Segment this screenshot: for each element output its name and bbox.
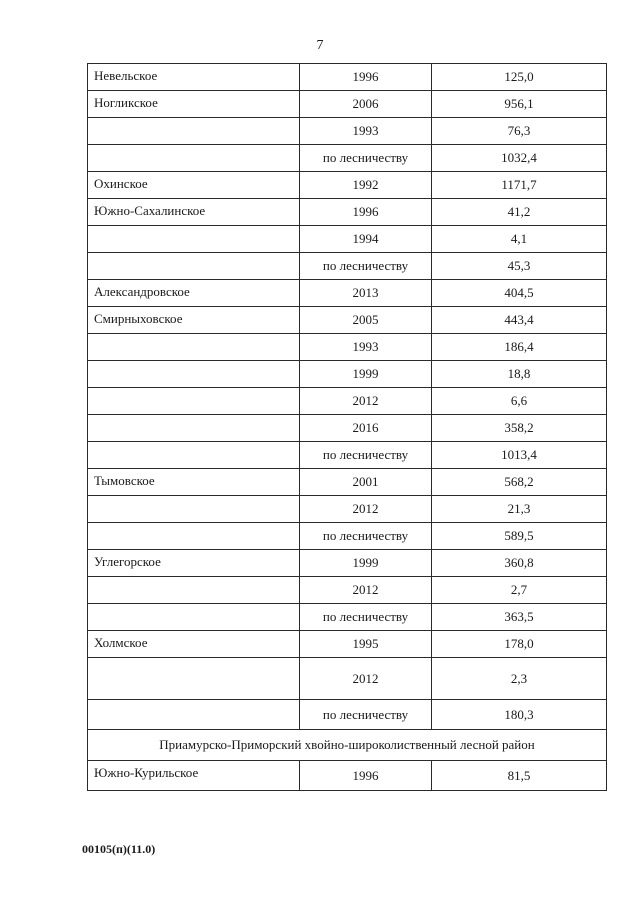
- table-row: [88, 64, 607, 91]
- area-cell: 81,5: [432, 761, 607, 791]
- table-row: [88, 91, 607, 118]
- forestry-name-cell: Смирныховское: [88, 307, 300, 334]
- area-cell: 125,0: [432, 64, 607, 91]
- table-row: [88, 334, 607, 361]
- table-row: [88, 469, 607, 496]
- forestry-name-cell: [88, 700, 300, 730]
- year-cell: 1993: [300, 334, 432, 361]
- year-cell: по лесничеству: [300, 604, 432, 631]
- year-cell: 1996: [300, 64, 432, 91]
- region-header: Приамурско-Приморский хвойно-широколиственный лесной район: [88, 730, 607, 761]
- table-body-region: [88, 730, 607, 761]
- forestry-name-cell: Невельское: [88, 64, 300, 91]
- area-cell: 1032,4: [432, 145, 607, 172]
- area-cell: 443,4: [432, 307, 607, 334]
- table-row: [88, 307, 607, 334]
- footer-document-code: 00105(п)(11.0): [82, 842, 156, 856]
- table-row: [88, 550, 607, 577]
- forestry-name-cell: [88, 334, 300, 361]
- table-row: [88, 172, 607, 199]
- table-row: [88, 280, 607, 307]
- forestry-name-cell: [88, 442, 300, 469]
- area-cell: 568,2: [432, 469, 607, 496]
- forestry-name-cell: Углегорское: [88, 550, 300, 577]
- table-row: [88, 361, 607, 388]
- year-cell: по лесничеству: [300, 253, 432, 280]
- year-cell: 1999: [300, 550, 432, 577]
- year-cell: 1994: [300, 226, 432, 253]
- year-cell: 1996: [300, 199, 432, 226]
- table-row: [88, 226, 607, 253]
- table-row: [88, 199, 607, 226]
- area-cell: 4,1: [432, 226, 607, 253]
- forestry-name-cell: Александровское: [88, 280, 300, 307]
- table-row: [88, 631, 607, 658]
- area-cell: 18,8: [432, 361, 607, 388]
- area-cell: 363,5: [432, 604, 607, 631]
- area-cell: 1171,7: [432, 172, 607, 199]
- table-row: [88, 388, 607, 415]
- forestry-name-cell: [88, 415, 300, 442]
- area-cell: 6,6: [432, 388, 607, 415]
- table-row: [88, 145, 607, 172]
- area-cell: 2,3: [432, 658, 607, 700]
- forestry-name-cell: Южно-Курильское: [88, 761, 300, 791]
- year-cell: 1992: [300, 172, 432, 199]
- table-row: [88, 253, 607, 280]
- forestry-name-cell: [88, 604, 300, 631]
- forestry-name-cell: Тымовское: [88, 469, 300, 496]
- forestry-name-cell: [88, 118, 300, 145]
- area-cell: 41,2: [432, 199, 607, 226]
- year-cell: 2013: [300, 280, 432, 307]
- year-cell: по лесничеству: [300, 145, 432, 172]
- year-cell: 1995: [300, 631, 432, 658]
- year-cell: 2006: [300, 91, 432, 118]
- year-cell: по лесничеству: [300, 442, 432, 469]
- forestry-name-cell: Ногликское: [88, 91, 300, 118]
- forestry-name-cell: [88, 577, 300, 604]
- table-row: [88, 604, 607, 631]
- forestry-name-cell: Охинское: [88, 172, 300, 199]
- year-cell: 2005: [300, 307, 432, 334]
- area-cell: 404,5: [432, 280, 607, 307]
- area-cell: 76,3: [432, 118, 607, 145]
- year-cell: 2012: [300, 388, 432, 415]
- year-cell: по лесничеству: [300, 523, 432, 550]
- year-cell: по лесничеству: [300, 700, 432, 730]
- year-cell: 2012: [300, 496, 432, 523]
- table-row: [88, 496, 607, 523]
- forestry-name-cell: [88, 226, 300, 253]
- area-cell: 589,5: [432, 523, 607, 550]
- year-cell: 1999: [300, 361, 432, 388]
- area-cell: 1013,4: [432, 442, 607, 469]
- area-cell: 956,1: [432, 91, 607, 118]
- year-cell: 2012: [300, 658, 432, 700]
- table-row: [88, 577, 607, 604]
- area-cell: 21,3: [432, 496, 607, 523]
- table-row: [88, 415, 607, 442]
- forestry-name-cell: [88, 658, 300, 700]
- forestry-name-cell: [88, 523, 300, 550]
- year-cell: 2016: [300, 415, 432, 442]
- area-cell: 180,3: [432, 700, 607, 730]
- table-row: [88, 523, 607, 550]
- forestry-name-cell: Южно-Сахалинское: [88, 199, 300, 226]
- area-cell: 358,2: [432, 415, 607, 442]
- forestry-name-cell: [88, 361, 300, 388]
- table-row: [88, 700, 607, 730]
- year-cell: 2012: [300, 577, 432, 604]
- year-cell: 2001: [300, 469, 432, 496]
- page-number: 7: [316, 38, 324, 53]
- table-row: [88, 658, 607, 700]
- forestry-name-cell: [88, 496, 300, 523]
- year-cell: 1996: [300, 761, 432, 791]
- area-cell: 186,4: [432, 334, 607, 361]
- forestry-name-cell: Холмское: [88, 631, 300, 658]
- table-body-top: [88, 64, 607, 730]
- region-header-row: [88, 730, 607, 761]
- forestry-name-cell: [88, 145, 300, 172]
- table-body-bottom: [88, 761, 607, 791]
- area-cell: 2,7: [432, 577, 607, 604]
- area-cell: 178,0: [432, 631, 607, 658]
- forestry-name-cell: [88, 388, 300, 415]
- forestry-table: [87, 63, 607, 791]
- table-row: [88, 118, 607, 145]
- forestry-name-cell: [88, 253, 300, 280]
- area-cell: 45,3: [432, 253, 607, 280]
- table-row: [88, 442, 607, 469]
- year-cell: 1993: [300, 118, 432, 145]
- table-row: [88, 761, 607, 791]
- area-cell: 360,8: [432, 550, 607, 577]
